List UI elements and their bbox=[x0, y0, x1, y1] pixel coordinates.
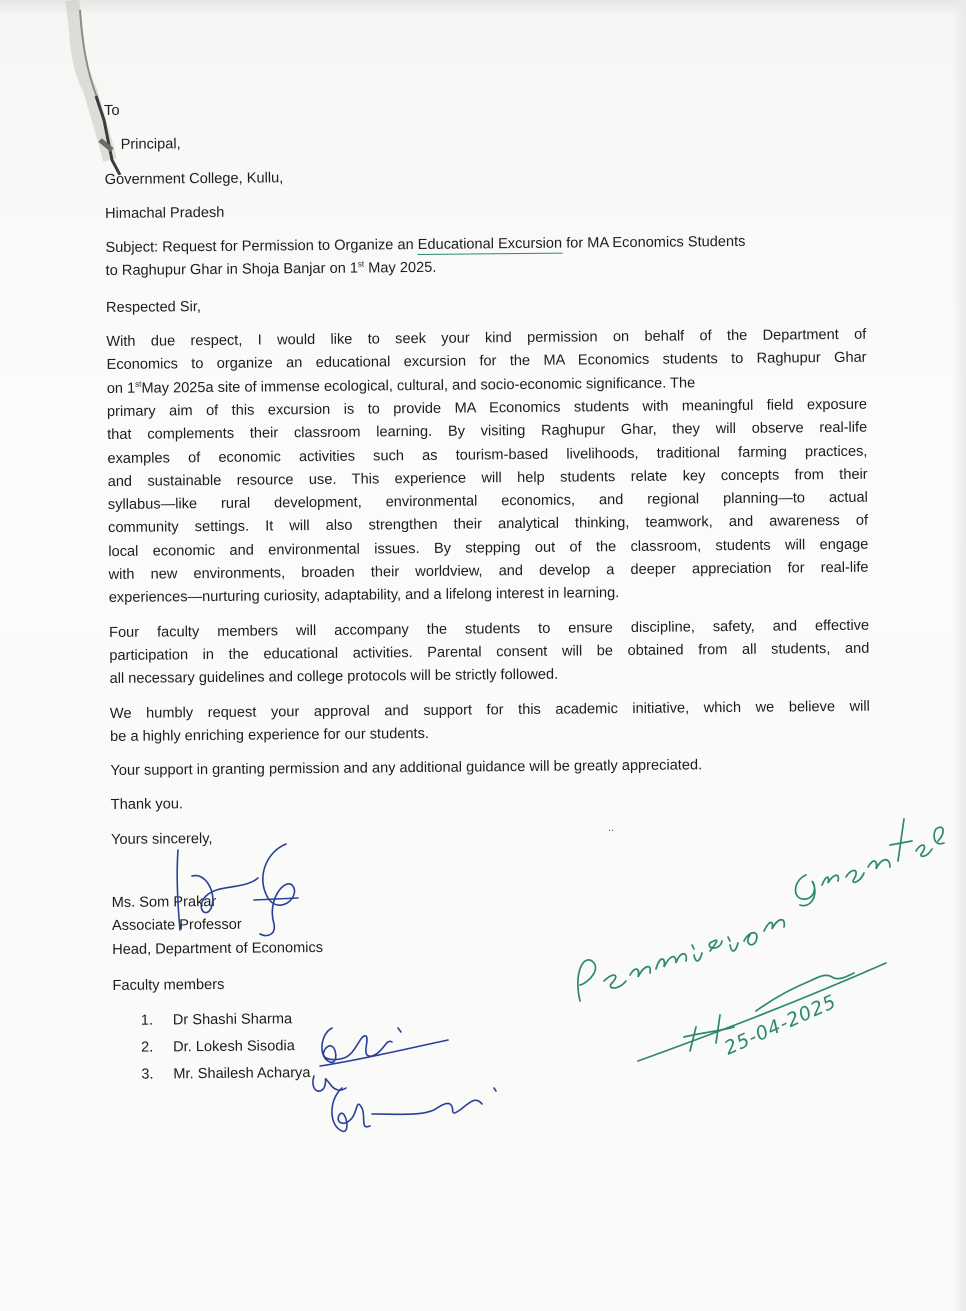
subject-part: Subject: Request for Permission to Organize an bbox=[105, 237, 418, 257]
para2-line: participation in the educational activities. Parental consent will be obtained from all students, and bbox=[109, 640, 870, 664]
para1-line: with new environments, broaden their worldview, and develop a deeper appreciation for real-life bbox=[108, 559, 869, 584]
para1-line: that complements their classroom learning. By visiting Raghupur Ghar, they will observe real-life bbox=[107, 419, 868, 444]
faculty-heading: Faculty members bbox=[112, 976, 225, 994]
thanks: Thank you. bbox=[110, 796, 184, 814]
faculty-number: 3. bbox=[141, 1066, 154, 1083]
para1-text: on 1 bbox=[106, 380, 136, 397]
salutation: Respected Sir, bbox=[105, 298, 201, 316]
faculty-number: 2. bbox=[141, 1039, 154, 1056]
paragraph-3 bbox=[110, 695, 870, 749]
subject-part: May 2025. bbox=[364, 260, 437, 277]
faculty-signatures bbox=[300, 1018, 510, 1148]
signatory-signature bbox=[148, 838, 318, 948]
page-top-shadow bbox=[0, 0, 966, 16]
to-line: To bbox=[104, 102, 120, 119]
subject-part: for MA Economics Students bbox=[562, 234, 746, 252]
subject-part: to Raghupur Ghar in Shoja Banjar on 1 bbox=[105, 261, 359, 280]
para1-line: With due respect, I would like to seek your kind permission on behalf of the Department of bbox=[106, 326, 867, 351]
subject bbox=[105, 230, 865, 284]
ordinal-sup: st bbox=[357, 259, 365, 270]
para3-line: We humbly request your approval and support for this academic initiative, which we believe will bbox=[109, 698, 870, 722]
approval-annotation bbox=[560, 805, 950, 1075]
para1-text: May 2025a site of immense ecological, cultural, and socio-economic significance. The bbox=[141, 375, 696, 397]
signatory-title: Associate Professor bbox=[111, 917, 242, 935]
para1-line: examples of economic activities such as tourism-based livelihoods, traditional farming practices, bbox=[107, 443, 868, 467]
paragraph-2 bbox=[109, 614, 870, 691]
recipient-text: Principal, bbox=[120, 136, 181, 154]
faculty-name: Mr. Shailesh Acharya bbox=[173, 1065, 311, 1083]
signatory-name: Ms. Som Prakar bbox=[111, 893, 217, 911]
signatory-department: Head, Department of Economics bbox=[112, 939, 324, 958]
para1-line: primary aim of this excursion is to provide MA Economics students with meaningful field exposure bbox=[106, 396, 868, 420]
para3-line: be a highly enriching experience for our students. bbox=[110, 725, 430, 745]
paragraph-4: Your support in granting permission and any additional guidance will be greatly appreciated. bbox=[110, 757, 703, 780]
para1-line: Economics to organize an educational excursion for the MA Economics students to Raghupur Ghar bbox=[106, 350, 867, 374]
para1-line: and sustainable resource use. This experience will help students relate key concepts from their bbox=[107, 466, 868, 490]
subject-underlined: Educational Excursion bbox=[417, 235, 563, 254]
state-line: Himachal Pradesh bbox=[105, 204, 225, 222]
approval-date: 25-04-2025 bbox=[721, 990, 841, 1060]
page-edge-shadow bbox=[952, 0, 966, 1311]
stray-mark: .. bbox=[608, 822, 615, 834]
paragraph-1 bbox=[106, 324, 869, 611]
para1-line: community settings. It will also strengthen their analytical thinking, teamwork, and awareness of bbox=[108, 513, 869, 537]
ordinal-sup: st bbox=[135, 379, 142, 389]
para2-line: Four faculty members will accompany the students to ensure discipline, safety, and effective bbox=[109, 617, 870, 641]
para1-line: experiences—nurturing curiosity, adaptability, and a lifelong interest in learning. bbox=[108, 585, 620, 607]
closing: Yours sincerely, bbox=[111, 830, 213, 848]
para1-line: local economic and environmental issues. By stepping out of the classroom, students will engage bbox=[108, 536, 869, 560]
faculty-name: Dr. Lokesh Sisodia bbox=[173, 1038, 295, 1056]
subject-line-2 bbox=[106, 260, 437, 279]
faculty-number: 1. bbox=[140, 1012, 154, 1029]
faculty-name: Dr Shashi Sharma bbox=[172, 1011, 293, 1029]
subject-line-1 bbox=[105, 234, 745, 256]
para2-line: all necessary guidelines and college protocols will be strictly followed. bbox=[109, 666, 559, 688]
para1-line: syllabus—like rural development, environmental economics, and regional planning—to actual bbox=[107, 489, 868, 514]
institution-line: Government College, Kullu, bbox=[104, 169, 284, 188]
